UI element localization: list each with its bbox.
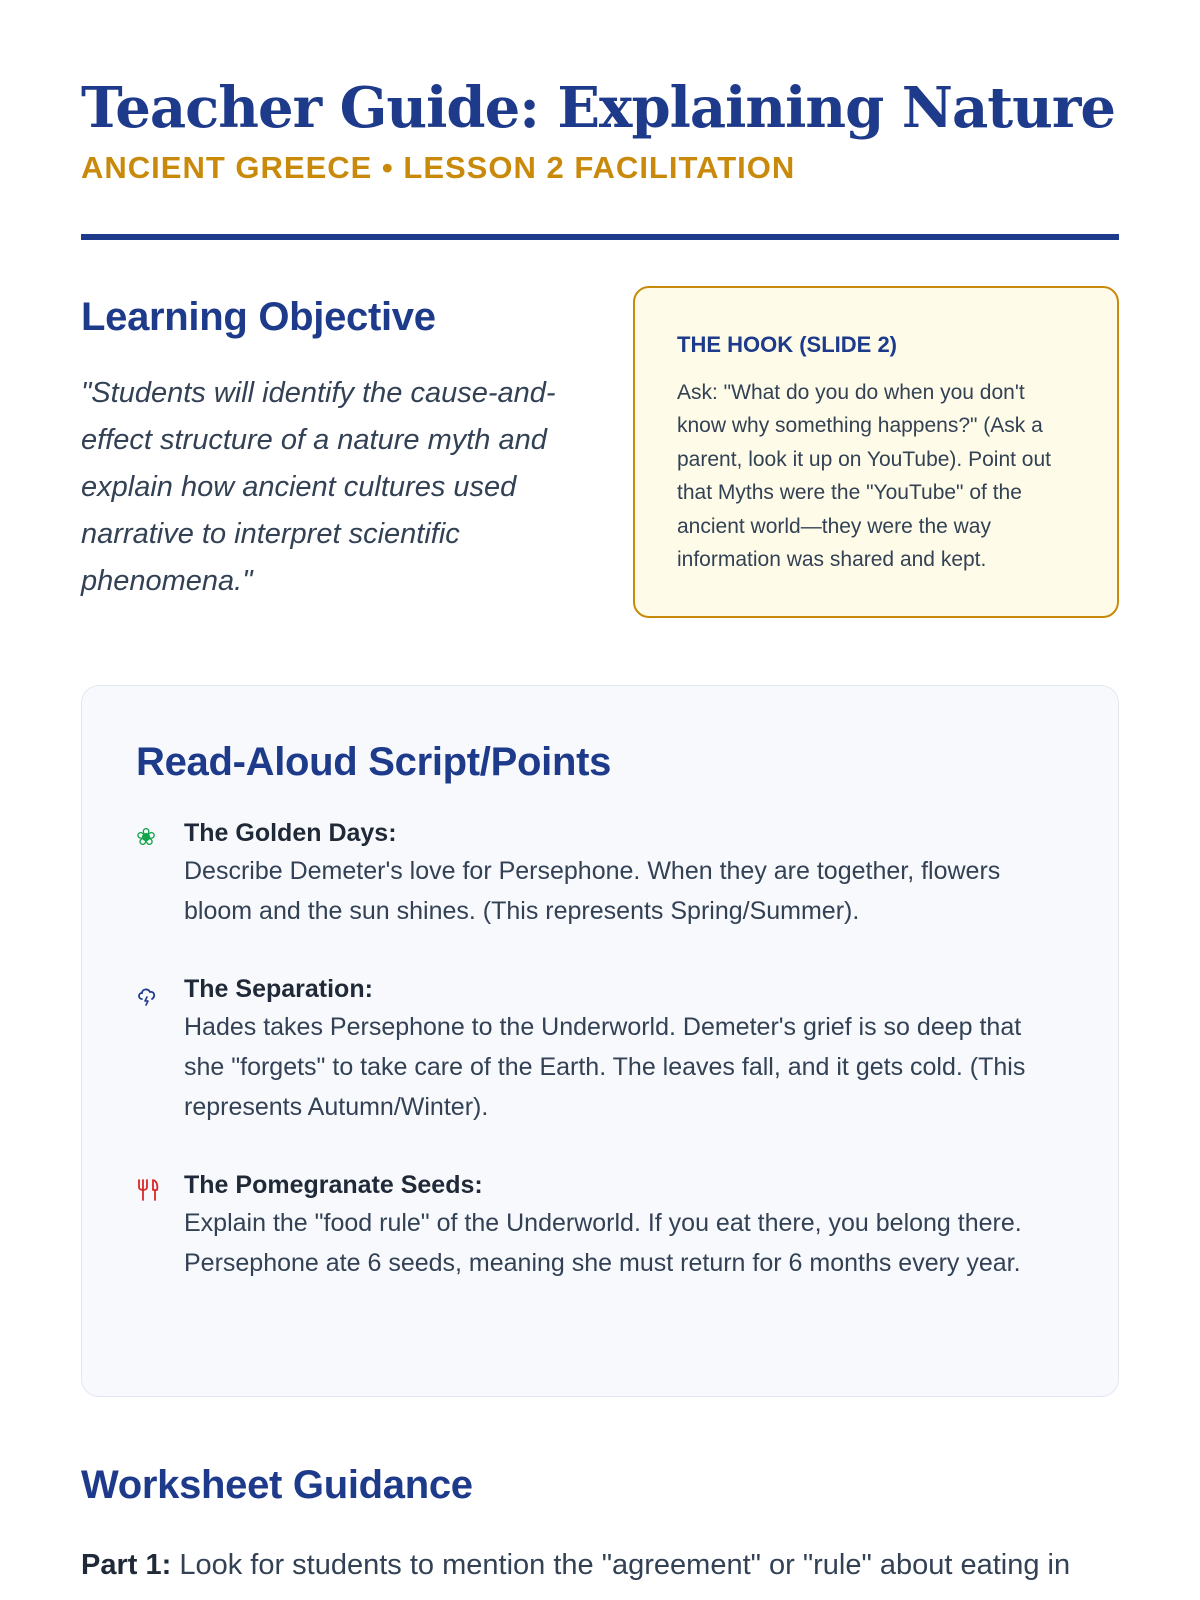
- point-text: Describe Demeter's love for Persephone. When they are together, flowers bloom and the sun shines. (This represents Spring/Summer).: [184, 856, 1001, 925]
- worksheet-part-1: [81, 1544, 1119, 1586]
- hook-title: THE HOOK (SLIDE 2): [677, 331, 898, 357]
- storm-cloud-svg: [136, 985, 158, 1007]
- hook-callout: [633, 286, 1119, 618]
- point-text: Hades takes Persephone to the Underworld. Demeter's grief is so deep that she "forgets" to take care of the Earth. The leaves fall, and it gets cold. (This represents Autumn/Winter).: [184, 1012, 1026, 1121]
- worksheet-guidance-section: [81, 1463, 1119, 1586]
- point-title: The Pomegranate Seeds:: [184, 1170, 483, 1199]
- learning-objective-heading: Learning Objective: [81, 294, 436, 339]
- read-aloud-panel: [81, 685, 1119, 1397]
- fork-knife-svg: [136, 1177, 162, 1203]
- learning-objective-quote: "Students will identify the cause-and-effect structure of a nature myth and explain how ancient cultures used narrative to interpret scientific phenomena.": [81, 376, 556, 597]
- point-text: Explain the "food rule" of the Underworld. If you eat there, you belong there. Persephone ate 6 seeds, meaning she must return for 6 months every year.: [184, 1208, 1022, 1277]
- point-body: [184, 1167, 1064, 1283]
- page-subtitle: ANCIENT GREECE • LESSON 2 FACILITATION: [81, 149, 796, 185]
- fork-knife-icon: [136, 1177, 184, 1207]
- storm-cloud-icon: [136, 985, 184, 1012]
- hook-text: Ask: "What do you do when you don't know why something happens?" (Ask a parent, look it up on YouTube). Point out that Myths were the "YouTube" of the ancient world—they were the way information was shared and kept.: [677, 380, 1051, 572]
- header-divider: [81, 234, 1119, 240]
- part-text: Look for students to mention the "agreement" or "rule" about eating in: [171, 1548, 1071, 1581]
- point-body: [184, 815, 1064, 931]
- part-label: Part 1:: [81, 1548, 172, 1581]
- point-body: [184, 971, 1064, 1127]
- learning-objective-section: [81, 295, 581, 618]
- worksheet-guidance-heading: Worksheet Guidance: [81, 1462, 473, 1507]
- point-title: The Golden Days:: [184, 818, 397, 847]
- page-title: Teacher Guide: Explaining Nature: [81, 75, 1115, 141]
- read-aloud-point-pomegranate: [136, 1167, 1064, 1283]
- top-section: [81, 295, 1119, 618]
- read-aloud-heading: Read-Aloud Script/Points: [136, 739, 612, 784]
- point-title: The Separation:: [184, 974, 373, 1003]
- flower-icon: ❀: [136, 822, 157, 851]
- read-aloud-point-golden-days: [136, 815, 1064, 931]
- read-aloud-point-separation: [136, 971, 1064, 1127]
